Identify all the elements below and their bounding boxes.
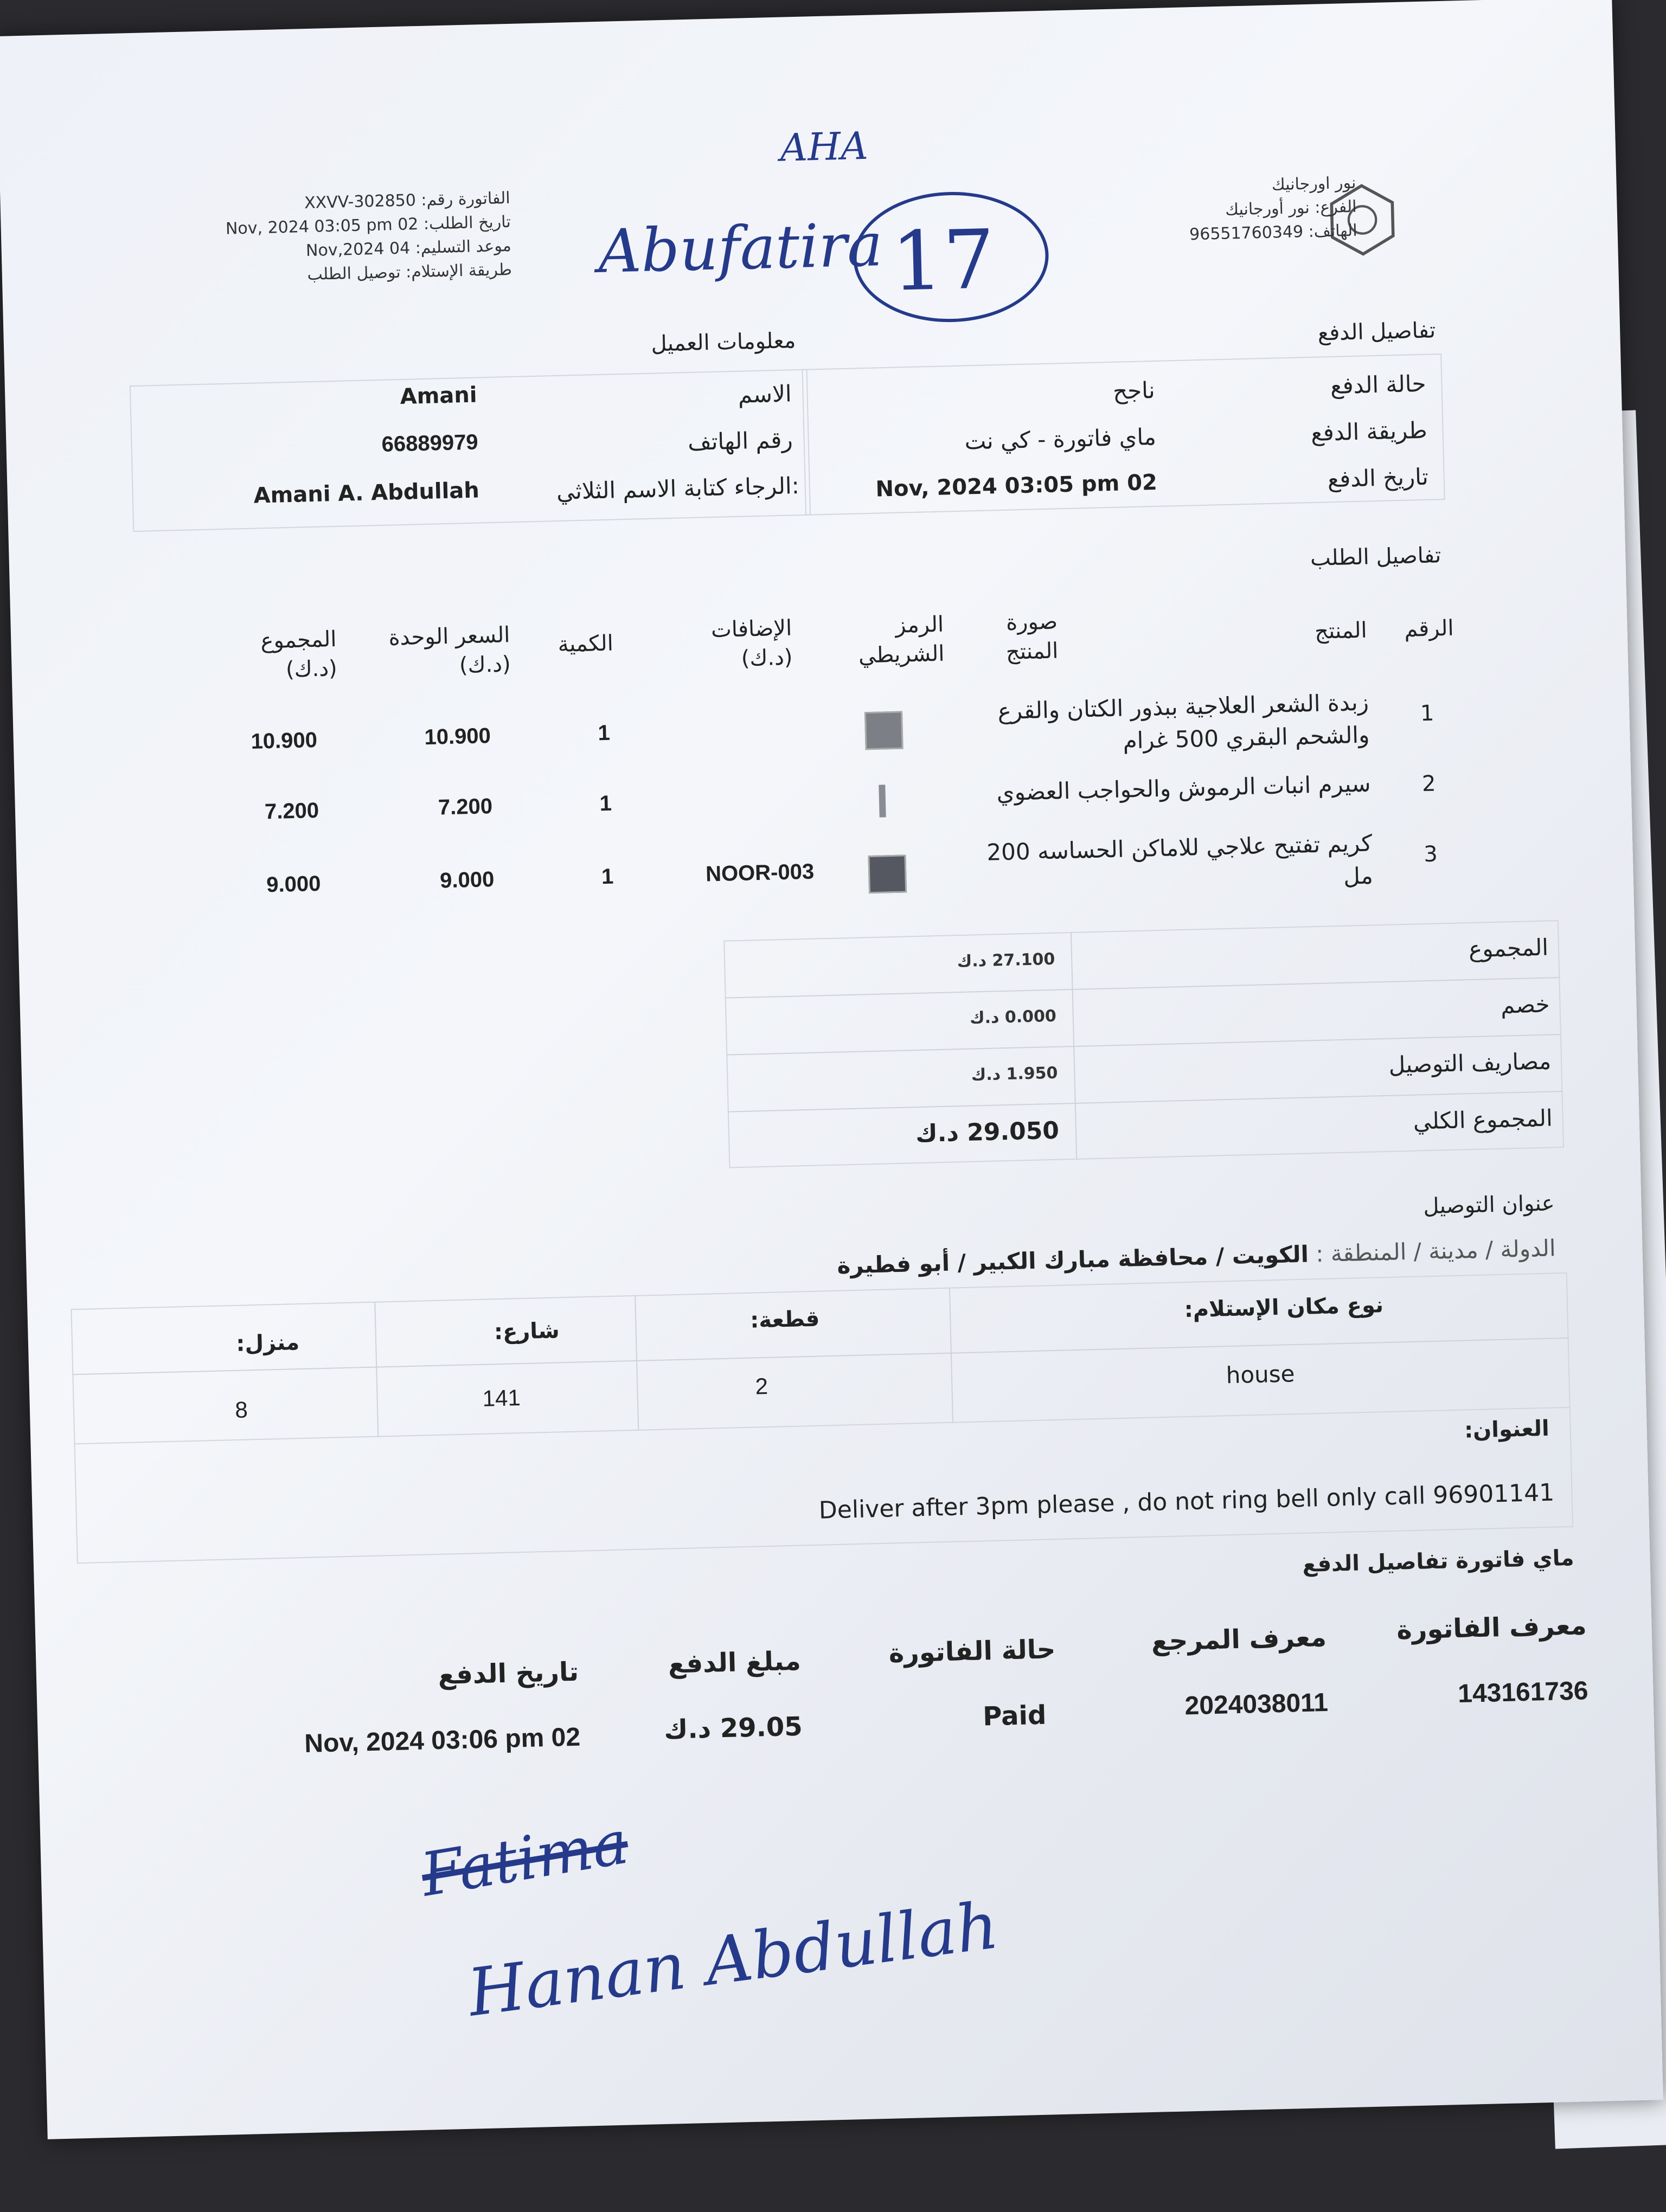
customer-fullname-label: :الرجاء كتابة الاسم الثلاثي (556, 472, 800, 505)
delivery-fee-value: 1.950 د.ك (971, 1063, 1058, 1085)
product-image (864, 711, 904, 750)
row-qty: 1 (601, 864, 614, 889)
block-value: 2 (755, 1373, 768, 1399)
mf-date-value: 02 Nov, 2024 03:06 pm (304, 1722, 581, 1759)
customer-section-title: معلومات العميل (651, 328, 796, 357)
row-product: زبدة الشعر العلاجية ببذور الكتان والقرع والشحم البقري 500 غرام (997, 689, 1370, 754)
payment-section-title: تفاصيل الدفع (1317, 318, 1436, 346)
house-value: 8 (234, 1397, 248, 1423)
store-phone: الهاتف: 96551760349 (1189, 221, 1357, 245)
signature-1: Fatima (416, 1807, 633, 1910)
row-qty: 1 (599, 791, 612, 816)
payment-status-value: ناجح (1112, 376, 1156, 404)
handwritten-initials: AHA (779, 123, 869, 170)
order-section-title: تفاصيل الطلب (1310, 543, 1441, 571)
address-label: العنوان: (1464, 1416, 1550, 1443)
customer-phone-label: رقم الهاتف (687, 426, 793, 456)
row-number: 1 (1420, 700, 1434, 726)
payment-status-label: حالة الدفع (1330, 370, 1427, 400)
delivery-fee-label: مصاريف التوصيل (1388, 1047, 1552, 1078)
subtotal-value: 27.100 د.ك (957, 949, 1055, 972)
col-number: الرقم (1404, 615, 1454, 642)
col-image: صورة المنتج (1005, 609, 1059, 665)
order-date: تاريخ الطلب: 02 Nov, 2024 03:05 pm (225, 212, 511, 239)
street-value: 141 (482, 1385, 521, 1411)
mf-amount-value: 29.05 د.ك (663, 1711, 803, 1745)
address-value: Deliver after 3pm please , do not ring bell only call 96901141 (818, 1478, 1555, 1525)
block-label: قطعة: (749, 1306, 820, 1333)
myfatoorah-section-title: ماي فاتورة تفاصيل الدفع (1302, 1545, 1575, 1577)
store-info (1030, 171, 1357, 251)
mf-amount-label: مبلغ الدفع (668, 1645, 802, 1680)
row-unit-price: 9.000 (439, 867, 495, 893)
row-product: كريم تفتيح علاجي للاماكن الحساسه 200 مل (986, 829, 1374, 890)
row-total: 7.200 (264, 798, 319, 824)
row-barcode: NOOR-003 (705, 859, 815, 886)
row-product: سيرم انبات الرموش والحواجب العضوي (996, 770, 1372, 806)
product-image (868, 854, 907, 893)
row-total: 10.900 (251, 728, 318, 754)
payment-date-label: تاريخ الدفع (1327, 463, 1429, 493)
payment-date-value: 02 Nov, 2024 03:05 pm (875, 470, 1158, 502)
col-unit-price: السعر الوحدة (د.ك) (388, 622, 511, 678)
row-unit-price: 10.900 (424, 724, 491, 750)
mf-invoice-id-label: معرف الفاتورة (1396, 1610, 1587, 1645)
customer-name-label: الاسم (738, 380, 792, 408)
mf-invoice-id-value: 143161736 (1457, 1676, 1589, 1709)
place-type-label: نوع مكان الإستلام: (1184, 1293, 1384, 1323)
subtotal-label: المجموع (1468, 934, 1549, 963)
mf-invoice-status-value: Paid (982, 1700, 1047, 1732)
store-branch: الفرع: نور أورجانيك (1225, 197, 1357, 220)
row-unit-price: 7.200 (438, 794, 493, 820)
mf-reference-id-value: 2024038011 (1184, 1688, 1329, 1721)
row-number: 2 (1421, 771, 1437, 797)
col-product: المنتج (1314, 618, 1368, 644)
discount-label: خصم (1500, 991, 1550, 1019)
address-section-title: عنوان التوصيل (1422, 1191, 1555, 1219)
handwritten-number: 17 (890, 213, 996, 310)
house-label: منزل: (235, 1330, 300, 1356)
row-total: 9.000 (266, 871, 321, 897)
region-value: الكويت / محافظة مبارك الكبير / أبو فطيرة (836, 1240, 1309, 1279)
place-type-value: house (1226, 1360, 1295, 1389)
region-line (796, 1234, 1556, 1279)
col-qty: الكمية (558, 631, 614, 658)
discount-value: 0.000 د.ك (969, 1006, 1057, 1028)
product-image (879, 785, 886, 817)
col-barcode: الرمز الشريطي (858, 612, 945, 668)
customer-phone-value: 66889979 (381, 430, 479, 456)
payment-method-value: ماي فاتورة - كي نت (964, 423, 1157, 455)
row-number: 3 (1423, 841, 1438, 867)
delivery-date: موعد التسليم: 04 Nov,2024 (305, 236, 512, 261)
signature-2: Hanan Abdullah (464, 1888, 1003, 2031)
customer-name-value: Amani (400, 382, 478, 409)
payment-method-label: طريقة الدفع (1310, 416, 1428, 446)
customer-fullname-value: Amani A. Abdullah (253, 478, 480, 509)
store-name: نور اورجانيك (1271, 173, 1356, 195)
col-total: المجموع (د.ك) (260, 626, 338, 683)
row-qty: 1 (597, 721, 611, 745)
mf-reference-id-label: معرف المرجع (1151, 1622, 1327, 1657)
mf-date-label: تاريخ الدفع (438, 1656, 579, 1690)
grand-total-label: المجموع الكلي (1413, 1104, 1553, 1135)
invoice-number: الفاتورة رقم: XXVV-302850 (304, 188, 511, 213)
street-label: شارع: (494, 1318, 560, 1345)
invoice-meta (108, 187, 512, 292)
grand-total-value: 29.050 د.ك (915, 1116, 1060, 1148)
col-addons: الإضافات (د.ك) (710, 615, 793, 671)
mf-invoice-status-label: حالة الفاتورة (888, 1634, 1056, 1669)
handwritten-name: Abufatira (597, 210, 884, 286)
receive-method: طريقة الإستلام: توصيل الطلب (307, 260, 512, 285)
region-label: الدولة / مدينة / المنطقة : (1315, 1234, 1556, 1268)
